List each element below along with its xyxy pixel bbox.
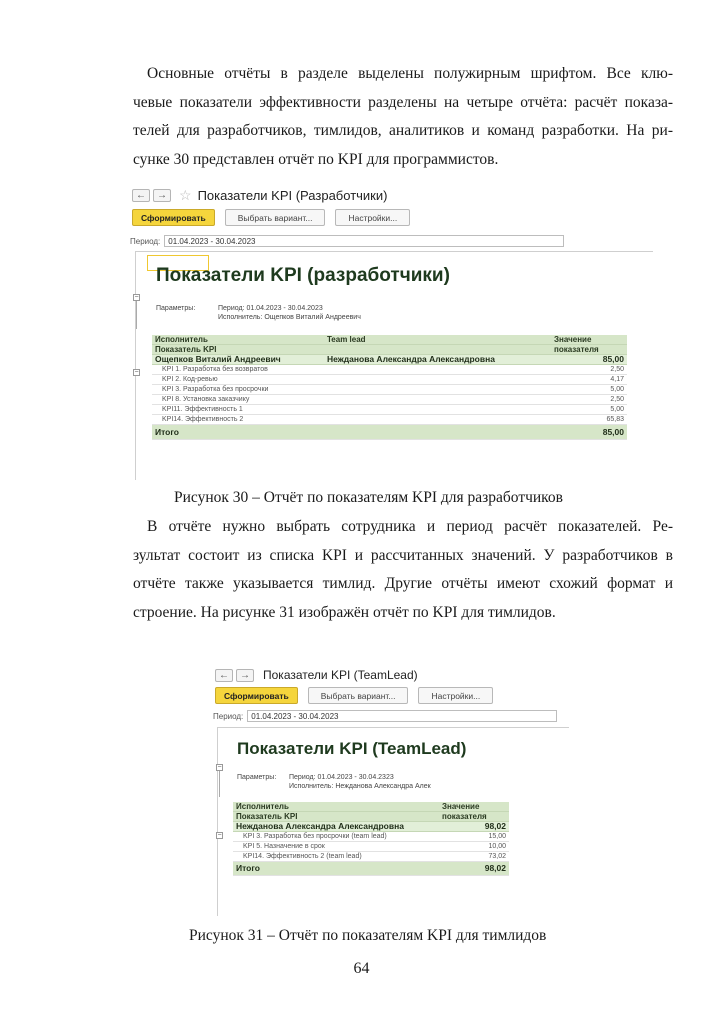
window-titlebar	[132, 187, 387, 204]
period-row	[130, 235, 564, 247]
params-executor: Исполнитель: Нежданова Александра Алек	[289, 783, 431, 790]
total-row	[152, 425, 627, 440]
kpi-name: KPI14. Эффективность 2	[152, 415, 324, 425]
paragraph-1-line: чевые показатели эффективности разделены на четыре отчёта: расчёт показа-	[133, 93, 673, 111]
choose-variant-button[interactable]: Выбрать вариант...	[308, 687, 409, 704]
kpi-name: KPI 2. Код-ревью	[152, 375, 324, 385]
kpi-report-table	[233, 802, 509, 876]
paragraph-1-line: сунке 30 представлен отчёт по KPI для программистов.	[133, 150, 499, 168]
paragraph-2-line: В отчёте нужно выбрать сотрудника и период расчёт показателей. Ре-	[147, 518, 673, 535]
generate-button[interactable]: Сформировать	[215, 687, 298, 704]
params-period: Период: 01.04.2023 - 30.04.2323	[289, 774, 394, 781]
table-row[interactable]	[152, 385, 627, 395]
col-value	[551, 335, 627, 345]
total-value: 98,02	[439, 862, 509, 876]
table-row[interactable]	[152, 395, 627, 405]
period-row	[213, 710, 557, 722]
paragraph-1-line: Основные отчёты в разделе выделены полужирным шрифтом. Все клю-	[147, 65, 673, 82]
total-label: Итого	[152, 425, 324, 440]
report-params	[237, 773, 431, 791]
paragraph-2-line: строение. На рисунке 31 изображён отчёт по KPI для тимлидов.	[133, 603, 556, 621]
total-row	[233, 862, 509, 876]
forward-arrow-icon[interactable]: →	[153, 189, 171, 202]
col-value-line1: Значение	[554, 335, 592, 344]
table-header-row	[233, 802, 509, 812]
collapse-params-icon[interactable]: −	[217, 764, 222, 771]
paragraph-2-line: зультат состоит из списка KPI и рассчитанных значений. У разработчиков в	[133, 546, 673, 564]
kpi-value: 4,17	[551, 375, 627, 385]
figure-30-caption: Рисунок 30 – Отчёт по показателям KPI для разработчиков	[174, 489, 563, 506]
empty-cell	[324, 415, 551, 425]
kpi-value: 2,50	[551, 365, 627, 375]
table-row[interactable]	[152, 405, 627, 415]
group-row[interactable]	[233, 822, 509, 832]
kpi-value: 2,50	[551, 395, 627, 405]
total-value: 85,00	[551, 425, 627, 440]
page-number: 64	[353, 960, 370, 977]
back-arrow-icon[interactable]: ←	[215, 669, 233, 682]
col-executor: Исполнитель	[233, 802, 439, 812]
report-toolbar	[132, 209, 410, 226]
kpi-value: 5,00	[551, 385, 627, 395]
kpi-value: 15,00	[439, 832, 509, 842]
paragraph-1	[133, 60, 673, 174]
table-row[interactable]	[152, 365, 627, 375]
group-row[interactable]	[152, 355, 627, 365]
table-header-row	[152, 335, 627, 345]
col-value-line2: показателя	[551, 345, 627, 355]
params-period: Период: 01.04.2023 - 30.04.2023	[218, 305, 323, 312]
figure-30-screenshot	[130, 183, 653, 480]
kpi-value: 65,83	[551, 415, 627, 425]
kpi-name: KPI 3. Разработка без просрочки (team lead)	[233, 832, 439, 842]
col-value-line1: Значение	[439, 802, 509, 812]
settings-button[interactable]: Настройки...	[335, 209, 410, 226]
group-executor: Нежданова Александра Александровна	[233, 822, 439, 832]
window-titlebar	[215, 668, 418, 682]
kpi-value: 5,00	[551, 405, 627, 415]
kpi-value: 10,00	[439, 842, 509, 852]
collapse-group-icon[interactable]: −	[217, 832, 222, 839]
group-value: 85,00	[551, 355, 627, 365]
generate-button[interactable]: Сформировать	[132, 209, 215, 226]
col-kpi: Показатель KPI	[233, 812, 439, 822]
kpi-value: 73,02	[439, 852, 509, 862]
col-teamlead: Team lead	[324, 335, 551, 345]
figure-31-screenshot	[213, 664, 569, 916]
col-kpi: Показатель KPI	[152, 345, 324, 355]
report-params	[156, 304, 361, 322]
params-executor: Исполнитель: Ощепков Виталий Андреевич	[218, 314, 361, 321]
table-row[interactable]	[233, 852, 509, 862]
total-label: Итого	[233, 862, 439, 876]
period-label: Период:	[213, 711, 244, 721]
empty-cell	[324, 405, 551, 415]
period-input[interactable]: 01.04.2023 - 30.04.2023	[247, 710, 557, 722]
table-row[interactable]	[233, 842, 509, 852]
choose-variant-button[interactable]: Выбрать вариант...	[225, 209, 326, 226]
col-value-line2: показателя	[439, 812, 509, 822]
empty-cell	[324, 395, 551, 405]
kpi-report-table	[152, 335, 627, 440]
empty-cell	[324, 425, 551, 440]
collapse-group-icon[interactable]: −	[134, 369, 139, 376]
empty-cell	[324, 385, 551, 395]
kpi-name: KPI11. Эффективность 1	[152, 405, 324, 415]
outline-line	[136, 301, 137, 329]
paragraph-1-line: телей для разработчиков, тимлидов, аналитиков и команд разработки. На ри-	[133, 122, 673, 139]
params-label: Параметры:	[156, 305, 196, 312]
figure-31-caption: Рисунок 31 – Отчёт по показателям KPI для тимлидов	[189, 927, 547, 944]
settings-button[interactable]: Настройки...	[418, 687, 493, 704]
report-toolbar	[215, 687, 493, 704]
table-row[interactable]	[152, 375, 627, 385]
kpi-name: KPI14. Эффективность 2 (team lead)	[233, 852, 439, 862]
table-row[interactable]	[152, 415, 627, 425]
kpi-name: KPI 1. Разработка без возвратов	[152, 365, 324, 375]
kpi-name: KPI 3. Разработка без просрочки	[152, 385, 324, 395]
report-title: Показатели KPI (разработчики)	[156, 265, 450, 286]
table-row[interactable]	[233, 832, 509, 842]
table-header-row	[233, 812, 509, 822]
outline-line	[219, 771, 220, 797]
report-title: Показатели KPI (TeamLead)	[237, 739, 467, 758]
forward-arrow-icon[interactable]: →	[236, 669, 254, 682]
paragraph-2-line: отчёте также указывается тимлид. Другие отчёты имеют схожий формат и	[133, 575, 673, 592]
empty-cell	[324, 345, 551, 355]
group-executor: Ощепков Виталий Андреевич	[152, 355, 324, 365]
col-executor: Исполнитель	[152, 335, 324, 345]
kpi-name: KPI 5. Назначение в срок	[233, 842, 439, 852]
window-title: Показатели KPI (TeamLead)	[263, 668, 418, 682]
window-title: Показатели KPI (Разработчики)	[197, 188, 388, 203]
params-label: Параметры:	[237, 774, 277, 781]
back-arrow-icon[interactable]: ←	[132, 189, 150, 202]
empty-cell	[324, 365, 551, 375]
paragraph-2	[133, 513, 673, 627]
period-label: Период:	[130, 236, 161, 246]
group-teamlead: Нежданова Александра Александровна	[324, 355, 551, 365]
empty-cell	[324, 375, 551, 385]
table-header-row	[152, 345, 627, 355]
kpi-name: KPI 8. Установка заказчику	[152, 395, 324, 405]
collapse-params-icon[interactable]: −	[134, 294, 139, 301]
group-value: 98,02	[439, 822, 509, 832]
favorite-star-icon[interactable]: ☆	[179, 187, 192, 203]
period-input[interactable]: 01.04.2023 - 30.04.2023	[164, 235, 564, 247]
